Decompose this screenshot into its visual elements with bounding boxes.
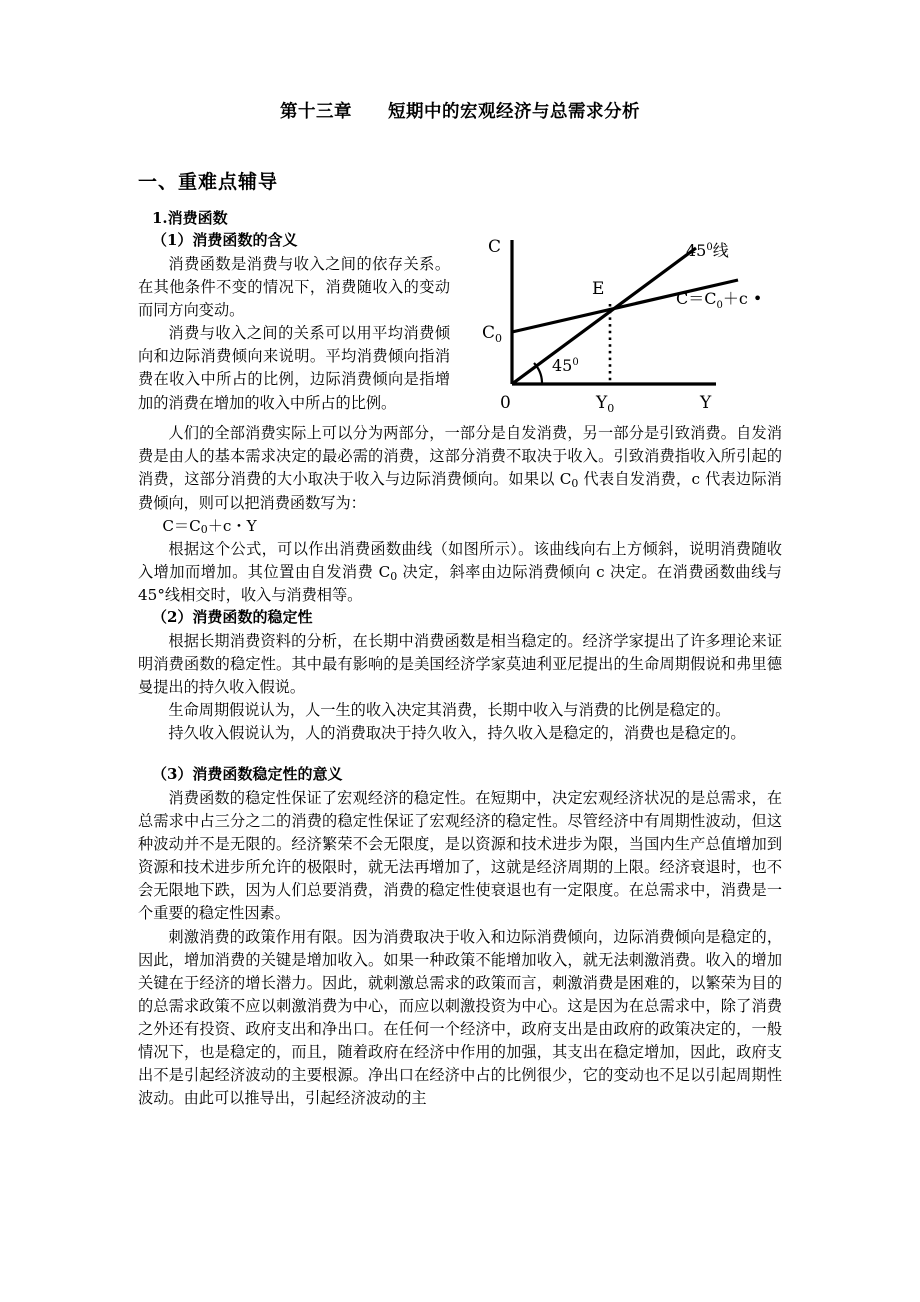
origin-label: 0: [500, 393, 511, 414]
formula-part2: ＋c・Y: [207, 516, 257, 535]
equilibrium-point-label: E: [592, 279, 605, 300]
y-axis-label: C: [488, 237, 502, 258]
paragraph-spacer: [138, 745, 782, 764]
c-zero-subscript-1: 0: [571, 477, 579, 491]
paragraph-propensity-text: 消费与收入之间的关系可以用平均消费倾向和边际消费倾向来说明。平均消费倾向指消费在收入中所占的比例，边际消费倾向是指增加的消费在增加的收入中所占的比例。: [138, 324, 450, 412]
paragraph-curve-description: [138, 538, 782, 607]
paragraph-life-cycle-text: 生命周期假说认为，人一生的收入决定其消费，长期中收入与消费的比例是稳定的。: [168, 701, 731, 720]
sub-heading-stability: （2）消费函数的稳定性: [152, 608, 313, 626]
equilibrium-x-label: $Y_0$: [596, 393, 615, 416]
paragraph-definition-text: 消费函数是消费与收入之间的依存关系。在其他条件不变的情况下，消费随收入的变动而同方向变动。: [138, 255, 450, 320]
paragraph-autonomous-part2: 代表自发消费，c 代表边际消费倾向，则可以把消费函数写为：: [138, 470, 782, 512]
paragraph-macro-stability-text: 消费函数的稳定性保证了宏观经济的稳定性。在短期中，决定宏观经济状况的是总需求，在总需求中占三分之二的消费的稳定性保证了宏观经济的稳定性。尽管经济中有周期性波动，但这种波动并不是无限的。经济繁荣不会无限度，是以资源和技术进步为限，当国内生产总值增加到资源和技术进步所允许的极限时，就无法再增加了，这就是经济周期的上限。经济衰退时，也不会无限地下跌，因为人们总要消费，消费的稳定性使衰退也有一定限度。在总需求中，消费是一个重要的稳定性因素。: [138, 788, 782, 923]
angle-label: $45^0$: [552, 356, 579, 376]
forty-five-line-label: $45^0$线: [686, 241, 729, 261]
paragraph-macro-stability: [138, 787, 782, 926]
intercept-label: $C_0$: [482, 323, 503, 346]
paragraph-curve-part1: 根据这个公式，可以作出消费函数曲线（如图所示）。该曲线向右上方倾斜，说明消费随收入增加而增加。其位置由自发消费 C: [138, 539, 782, 581]
consumption-function-figure: [464, 232, 782, 418]
consumption-function-formula: [138, 515, 782, 538]
sub-heading-consumption-function: 1.消费函数: [152, 208, 228, 227]
paragraph-policy-limits-text: 刺激消费的政策作用有限。因为消费取决于收入和边际消费倾向，边际消费倾向是稳定的，因此，增加消费的关键是增加收入。如果一种政策不能增加收入，就无法刺激消费。收入的增加关键在于经济的增长潜力。因此，就刺激总需求的政策而言，刺激消费是困难的，以繁荣为目的的总需求政策不应以刺激消费为中心，而应以刺激投资为中心。这是因为在总需求中，除了消费之外还有投资、政府支出和净出口。在任何一个经济中，政府支出是由政府的政策决定的，一般情况下，也是稳定的，而且，随着政府在经济中作用的加强，其支出在稳定增加，因此，政府支出不是引起经济波动的主要根源。净出口在经济中占的比例很少，它的变动也不足以引起周期性波动。由此可以推导出，引起经济波动的主: [138, 927, 782, 1108]
paragraph-curve-part2: 决定，斜率由边际消费倾向 c 决定。在消费函数曲线与 45°线相交时，收入与消费相等。: [138, 562, 782, 604]
paragraph-autonomous-induced: [138, 422, 782, 514]
section-heading: 一、重难点辅导: [138, 170, 279, 193]
figure-wrap-block: [138, 230, 782, 422]
forty-five-degree-line: [512, 248, 696, 384]
formula-part1: C＝C: [162, 516, 201, 535]
paragraph-permanent-income-text: 持久收入假说认为，人的消费取决于持久收入，持久收入是稳定的，消费也是稳定的。: [168, 724, 746, 743]
sub-heading-meaning: （1）消费函数的含义: [152, 231, 298, 250]
sub-heading-significance: （3）消费函数稳定性的意义: [152, 765, 343, 784]
paragraph-autonomous-part1: 人们的全部消费实际上可以分为两部分，一部分是自发消费，另一部分是引致消费。自发消费是由人的基本需求决定的最必需的消费，这部分消费不取决于收入。引致消费指收入所引起的消费，这部分消费的大小取决于收入与边际消费倾向。如果以 C: [138, 424, 782, 489]
c-zero-subscript-2: 0: [390, 569, 398, 583]
page-content: [138, 100, 782, 1110]
paragraph-stability-theories: [138, 630, 782, 699]
paragraph-policy-limits: [138, 926, 782, 1111]
paragraph-life-cycle: [138, 699, 782, 722]
x-axis-label: Y: [700, 393, 712, 414]
page-title: 第十三章 短期中的宏观经济与总需求分析: [280, 102, 640, 122]
consumption-line-label: $C=C_0+c$ •: [676, 289, 763, 312]
paragraph-permanent-income: [138, 722, 782, 745]
formula-subscript: 0: [200, 523, 208, 537]
paragraph-stability-theories-text: 根据长期消费资料的分析，在长期中消费函数是相当稳定的。经济学家提出了许多理论来证明消费函数的稳定性。其中最有影响的是美国经济学家莫迪利亚尼提出的生命周期假说和弗里德曼提出的持久收入假说。: [138, 631, 782, 696]
